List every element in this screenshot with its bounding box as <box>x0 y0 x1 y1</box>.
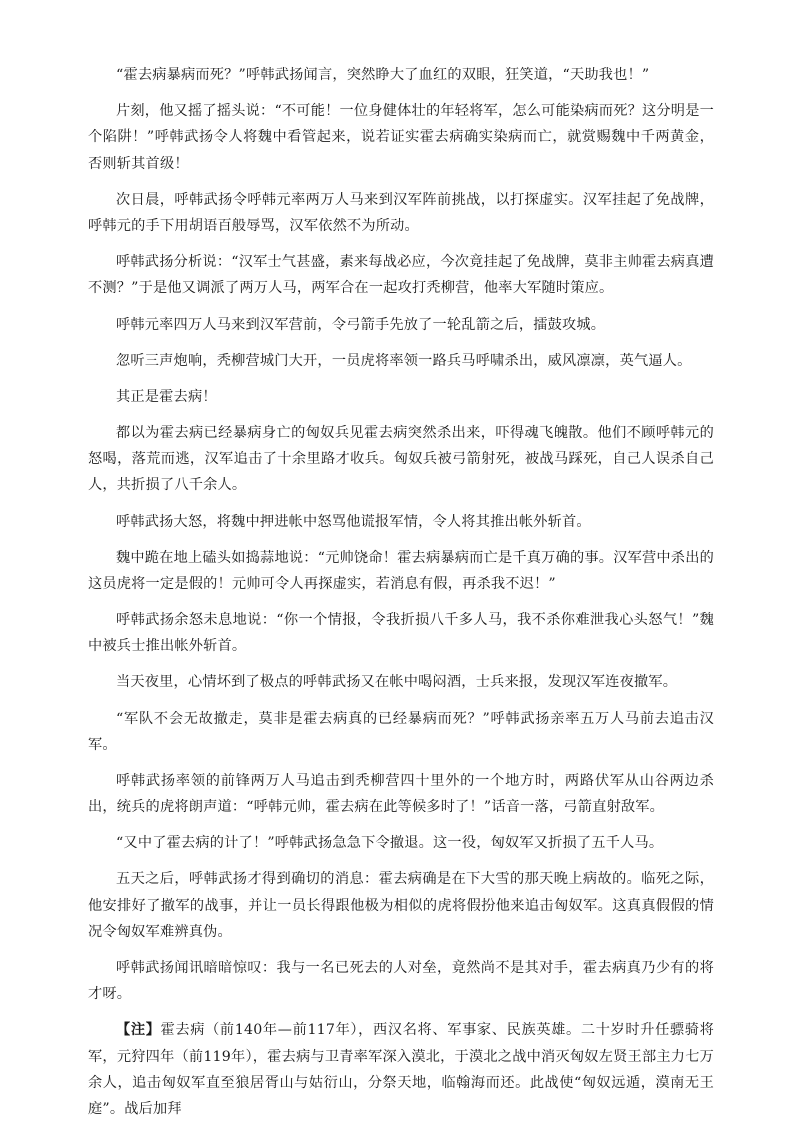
footnote-mark: 【注】 <box>116 1022 161 1039</box>
paragraph: 都以为霍去病已经暴病身亡的匈奴兵见霍去病突然杀出来，吓得魂飞魄散。他们不顾呼韩元的怒喝，落荒而逃，汉军追击了十余里路才收兵。匈奴兵被弓箭射死，被战马踩死，自己人误杀自己人，共折损了八千余人。 <box>88 424 714 494</box>
paragraph: 魏中跪在地上磕头如捣蒜地说：“元帅饶命！霍去病暴病而亡是千真万确的事。汉军营中杀出的这员虎将一定是假的！元帅可令人再探虚实，若消息有假，再杀我不迟！” <box>88 549 714 592</box>
paragraph: 呼韩元率四万人马来到汉军营前，令弓箭手先放了一轮乱箭之后，擂鼓攻城。 <box>116 316 606 333</box>
paragraph: 其正是霍去病！ <box>116 388 217 405</box>
paragraph: 片刻，他又摇了摇头说：“不可能！一位身健体壮的年轻将军，怎么可能染病而死？这分明是一个陷阱！”呼韩武扬令人将魏中看管起来，说若证实霍去病确实染病而亡，就赏赐魏中千两黄金，否则斩其首级！ <box>88 103 714 172</box>
paragraph: “霍去病暴病而死？”呼韩武扬闻言，突然睁大了血红的双眼，狂笑道，“天助我也！” <box>116 67 650 83</box>
footnote <box>88 1017 714 1122</box>
paragraph: 呼韩武扬率领的前锋两万人马追击到秃柳营四十里外的一个地方时，两路伏军从山谷两边杀出，统兵的虎将朗声道：“呼韩元帅，霍去病在此等候多时了！”话音一落，弓箭直射敌军。 <box>88 772 714 816</box>
paragraph: 呼韩武扬闻讯暗暗惊叹：我与一名已死去的人对垒，竟然尚不是其对手，霍去病真乃少有的将才呀。 <box>88 960 714 1003</box>
paragraph: 当天夜里，心情坏到了极点的呼韩武扬又在帐中喝闷酒，士兵来报，发现汉军连夜撤军。 <box>116 674 678 691</box>
paragraph: “又中了霍去病的计了！”呼韩武扬急急下令撤退。这一役，匈奴军又折损了五千人马。 <box>116 835 664 852</box>
paragraph: “军队不会无故撤走，莫非是霍去病真的已经暴病而死？”呼韩武扬亲率五万人马前去追击汉军。 <box>88 710 714 753</box>
paragraph: 五天之后，呼韩武扬才得到确切的消息：霍去病确是在下大雪的那天晚上病故的。临死之际，他安排好了撤军的战事，并让一员长得跟他极为相似的虎将假扮他来追击匈奴军。这真真假假的情况令匈奴军难辨真伪。 <box>88 871 714 940</box>
footnote-text: 霍去病（前140年—前117年），西汉名将、军事家、民族英雄。二十岁时升任骠骑将军，元狩四年（前119年），霍去病与卫青率军深入漠北，于漠北之战中消灭匈奴左贤王部主力七万余人，追击匈奴军直至狼居胥山与姑衍山，分祭天地，临翰海而还。此战使“匈奴远遁，漠南无王庭”。战后加拜 <box>88 1022 715 1118</box>
paragraph: 呼韩武扬大怒，将魏中押进帐中怒骂他谎报军情，令人将其推出帐外斩首。 <box>116 513 591 530</box>
paragraph: 呼韩武扬分析说：“汉军士气甚盛，素来每战必应，今次竟挂起了免战牌，莫非主帅霍去病真遭不测？”于是他又调派了两万人马，两军合在一起攻打秃柳营，他率大军随时策应。 <box>88 254 714 297</box>
paragraph: 次日晨，呼韩武扬令呼韩元率两万人马来到汉军阵前挑战，以打探虚实。汉军挂起了免战牌，呼韩元的手下用胡语百般辱骂，汉军依然不为所动。 <box>88 191 714 235</box>
paragraph: 忽听三声炮响，秃柳营城门大开，一员虎将率领一路兵马呼啸杀出，威风凛凛，英气逼人。 <box>116 352 692 369</box>
story-body <box>88 62 714 1132</box>
paragraph: 呼韩武扬余怒未息地说：“你一个情报，令我折损八千多人马，我不杀你难泄我心头怒气！”魏中被兵士推出帐外斩首。 <box>88 612 714 655</box>
